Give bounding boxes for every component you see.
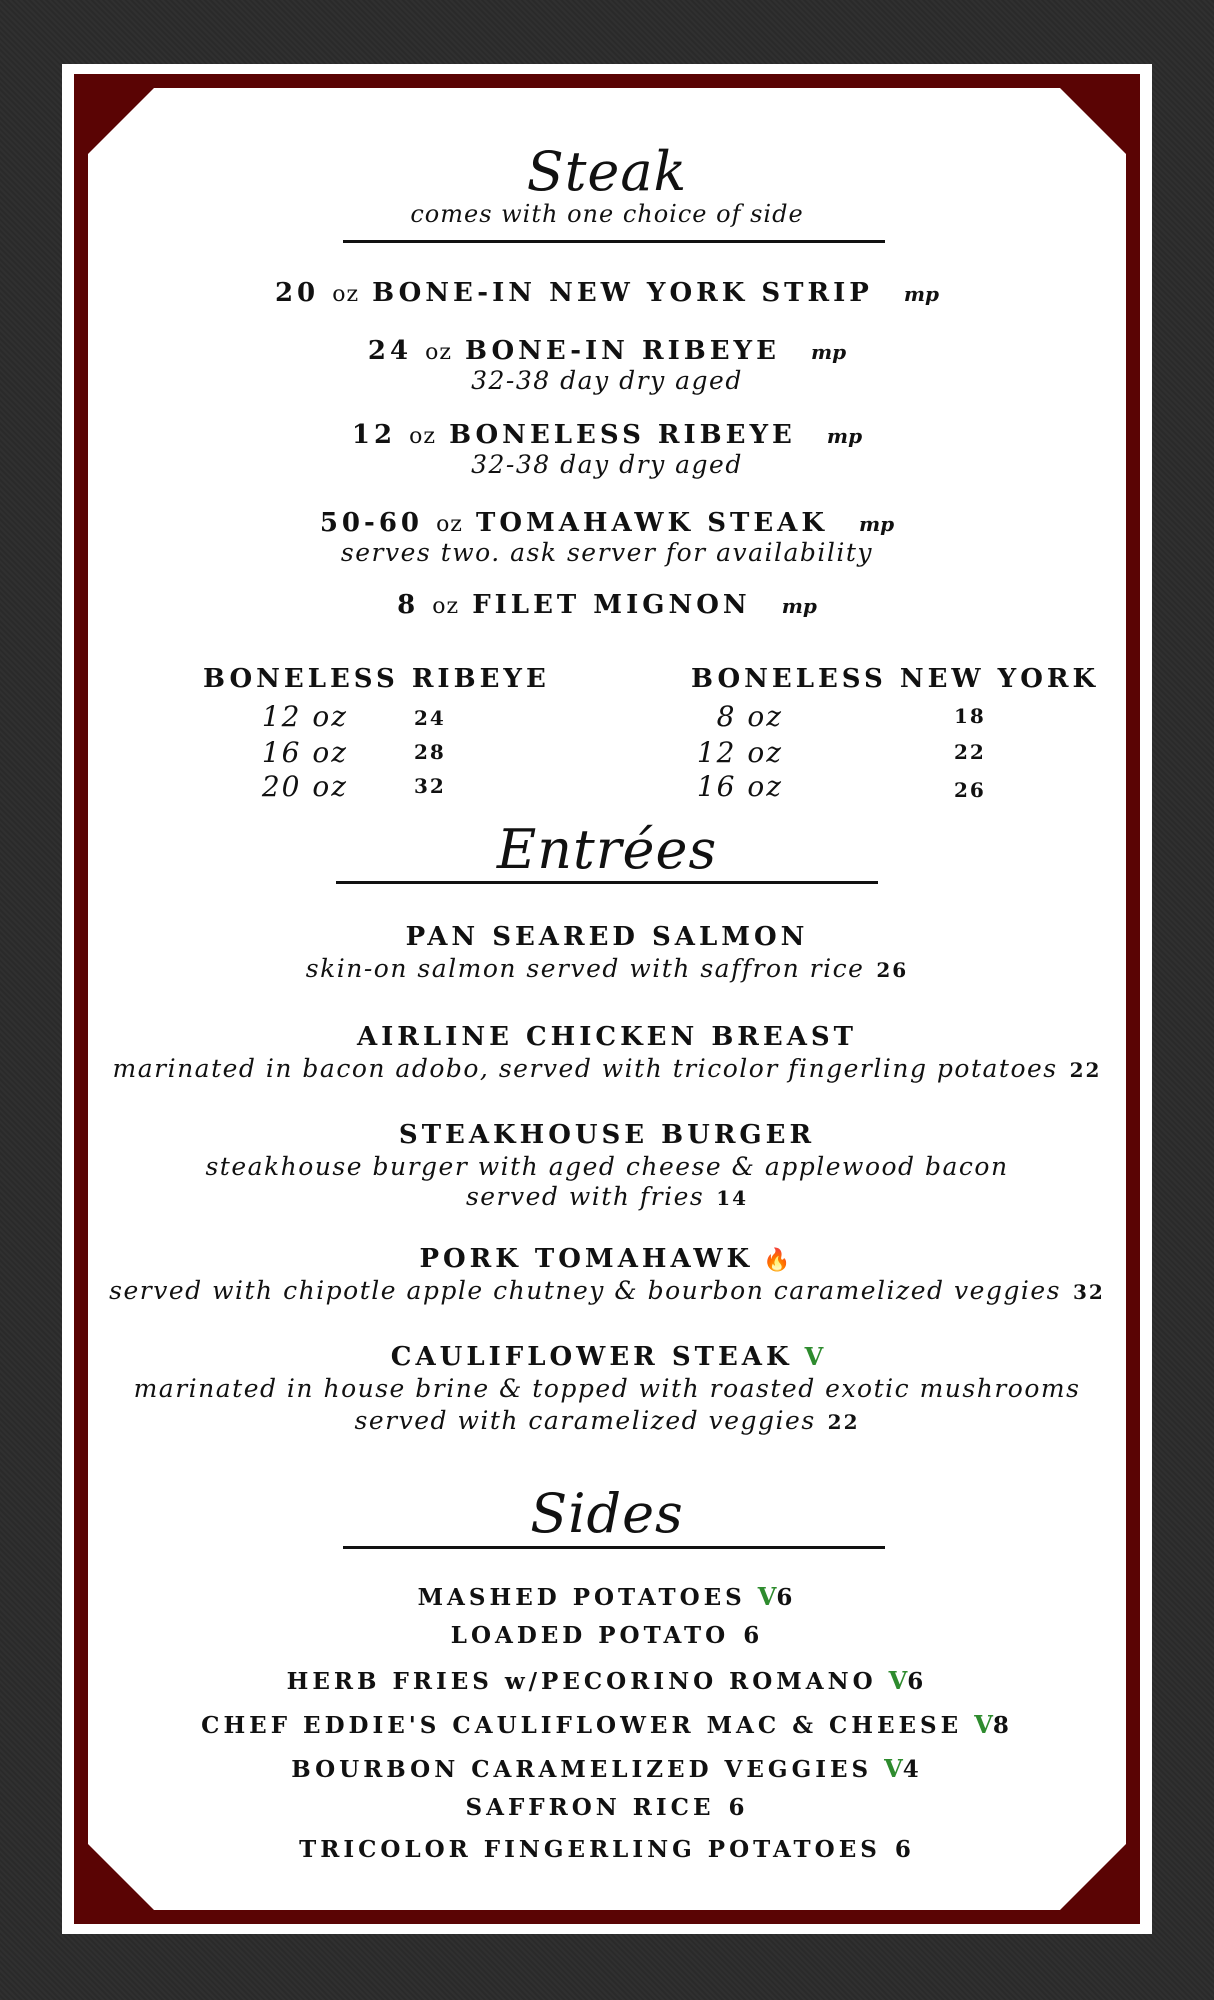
- steak-item: [88, 336, 1126, 366]
- ribeye-size: 20 oz: [261, 770, 348, 803]
- steak-item-desc: 32-38 day dry aged: [471, 450, 743, 479]
- steak-item-unit: oz: [425, 340, 452, 365]
- ribeye-price: 32: [414, 774, 446, 798]
- leaf-icon: V: [757, 1582, 777, 1611]
- side-price: 6: [743, 1622, 764, 1649]
- side-item: SAFFRON RICE 6: [465, 1794, 749, 1821]
- steak-item: [88, 508, 1126, 538]
- steak-item-desc: serves two. ask server for availability: [340, 538, 874, 567]
- steak-subtitle: comes with one choice of side: [410, 200, 804, 228]
- entree-price: 14: [716, 1186, 749, 1210]
- steak-item-unit: oz: [332, 282, 360, 307]
- steak-item-name: BONELESS RIBEYE: [449, 420, 796, 450]
- steak-item: [88, 590, 1126, 620]
- newyork-size: 16 oz: [696, 770, 783, 803]
- steak-item-unit: oz: [436, 512, 463, 537]
- entree-desc: marinated in bacon adobo, served with tricolor fingerling potatoes 22: [112, 1054, 1102, 1083]
- steak-item-size: 50-60: [319, 508, 423, 538]
- newyork-price: 22: [954, 740, 986, 764]
- newyork-size: 8 oz: [716, 700, 783, 733]
- steak-item-price: mp: [826, 424, 863, 448]
- entree-desc: marinated in house brine & topped with roasted exotic mushrooms: [133, 1374, 1081, 1403]
- steak-item-price: mp: [858, 512, 895, 536]
- side-item: BOURBON CARAMELIZED VEGGIES V4: [291, 1754, 923, 1783]
- steak-item-size: 20: [274, 278, 320, 308]
- entrees-title-rule: [336, 881, 878, 884]
- ribeye-size: 12 oz: [261, 700, 348, 733]
- sides-section-title: Sides: [530, 1482, 684, 1545]
- steak-item-size: 24: [367, 336, 413, 366]
- newyork-table-heading: BONELESS NEW YORK: [691, 664, 1100, 694]
- newyork-price: 26: [954, 778, 986, 802]
- ribeye-price: 24: [414, 706, 446, 730]
- side-item: CHEF EDDIE'S CAULIFLOWER MAC & CHEESE V8: [201, 1710, 1013, 1739]
- side-item: LOADED POTATO 6: [450, 1622, 764, 1649]
- side-item: HERB FRIES w/PECORINO ROMANO V6: [286, 1666, 928, 1695]
- side-price: 4: [902, 1756, 923, 1783]
- leaf-icon: V: [804, 1342, 824, 1371]
- steak-item-unit: oz: [409, 424, 437, 449]
- side-price: 6: [776, 1584, 797, 1611]
- entree-price: 26: [876, 958, 909, 982]
- steak-item-size: 12: [351, 420, 397, 450]
- steak-item-desc: 32-38 day dry aged: [471, 366, 743, 395]
- steak-title-rule: [343, 240, 885, 243]
- steak-item-name: BONE-IN NEW YORK STRIP: [372, 278, 873, 308]
- entree-desc: served with caramelized veggies 22: [354, 1406, 860, 1435]
- ribeye-table-heading: BONELESS RIBEYE: [203, 664, 550, 694]
- entree-name: PAN SEARED SALMON: [405, 922, 809, 952]
- steak-item-price: mp: [810, 340, 847, 364]
- entree-price: 32: [1073, 1280, 1105, 1304]
- side-price: 6: [907, 1668, 928, 1695]
- flame-icon: 🔥: [763, 1247, 795, 1273]
- newyork-size: 12 oz: [696, 736, 783, 769]
- entree-price: 22: [1069, 1058, 1102, 1082]
- side-price: 8: [992, 1712, 1013, 1739]
- entree-desc: served with fries 14: [465, 1182, 749, 1211]
- steak-item-name: FILET MIGNON: [472, 590, 751, 620]
- sides-title-rule: [343, 1546, 885, 1549]
- side-item: TRICOLOR FINGERLING POTATOES 6: [299, 1836, 915, 1863]
- side-price: 6: [894, 1836, 915, 1863]
- steak-item-price: mp: [781, 594, 817, 618]
- steak-item-size: 8: [397, 590, 420, 620]
- menu-content: [88, 0, 1126, 1950]
- steak-section-title: Steak: [526, 140, 688, 203]
- entree-desc: skin-on salmon served with saffron rice 26: [305, 954, 909, 983]
- entree-name: AIRLINE CHICKEN BREAST: [356, 1022, 858, 1052]
- leaf-icon: V: [974, 1710, 993, 1739]
- newyork-price: 18: [954, 704, 986, 728]
- entree-name: PORK TOMAHAWK 🔥: [419, 1244, 795, 1274]
- ribeye-price: 28: [414, 740, 446, 764]
- side-price: 6: [728, 1794, 749, 1821]
- steak-item-price: mp: [903, 282, 940, 306]
- steak-item-name: BONE-IN RIBEYE: [465, 336, 780, 366]
- entree-name: STEAKHOUSE BURGER: [398, 1120, 816, 1150]
- entree-name: CAULIFLOWER STEAK V: [390, 1342, 824, 1372]
- leaf-icon: V: [884, 1754, 903, 1783]
- entree-price: 22: [827, 1410, 860, 1434]
- steak-item-unit: oz: [432, 594, 460, 619]
- leaf-icon: V: [888, 1666, 908, 1695]
- side-item: MASHED POTATOES V6: [417, 1582, 797, 1611]
- entrees-section-title: Entrées: [496, 818, 718, 881]
- steak-item: [88, 420, 1126, 450]
- entree-desc: served with chipotle apple chutney & bourbon caramelized veggies 32: [109, 1276, 1105, 1305]
- entree-desc: steakhouse burger with aged cheese & applewood bacon: [205, 1152, 1009, 1181]
- steak-item: [88, 278, 1126, 308]
- steak-item-name: TOMAHAWK STEAK: [475, 508, 828, 538]
- ribeye-size: 16 oz: [261, 736, 348, 769]
